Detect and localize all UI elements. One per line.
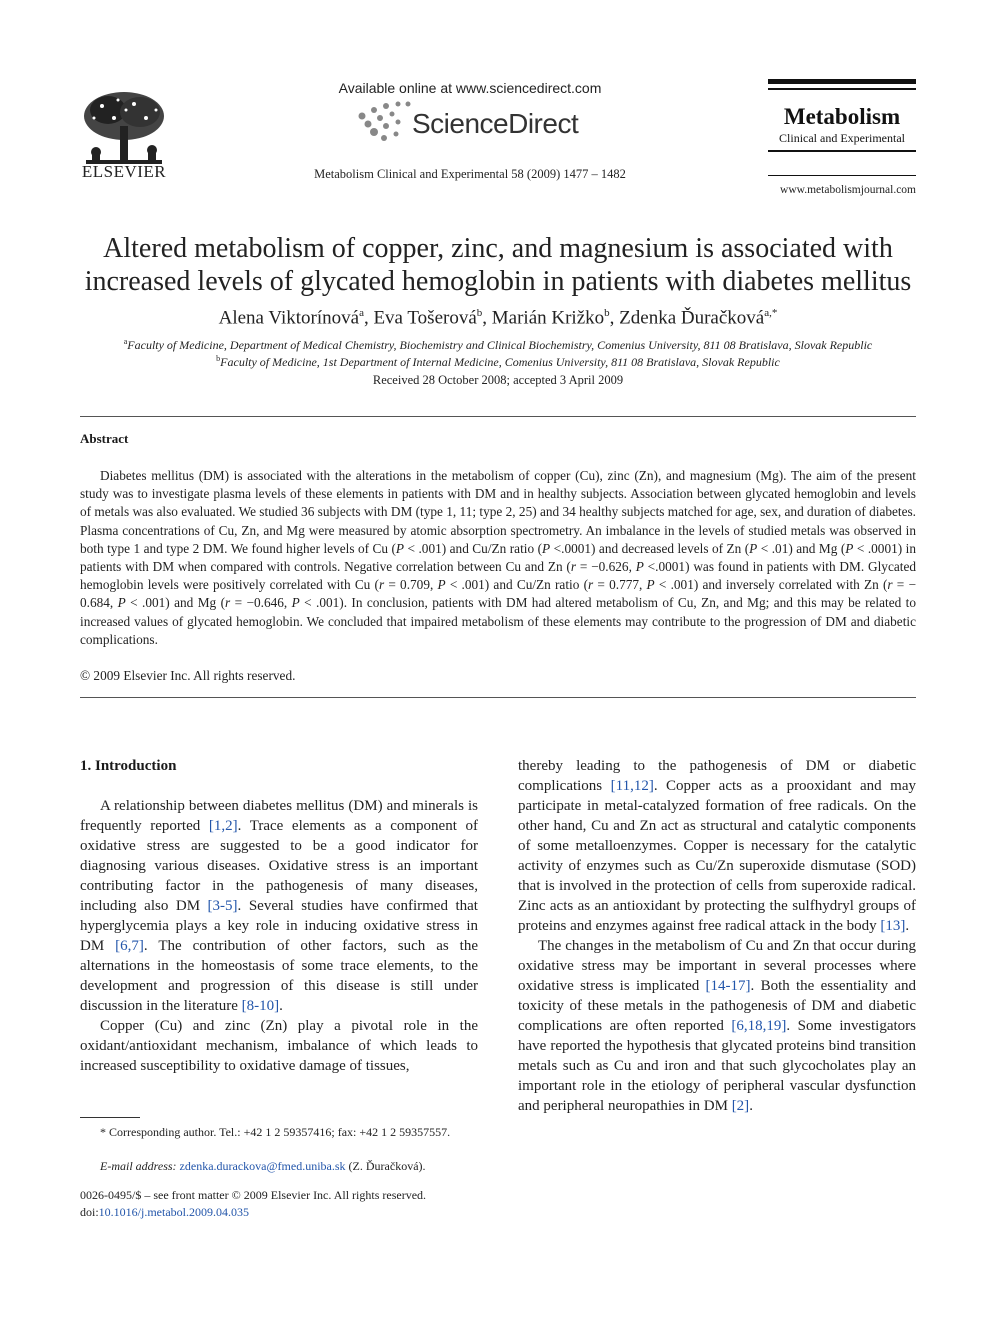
doi-link[interactable]: 10.1016/j.metabol.2009.04.035 xyxy=(98,1205,249,1219)
text-run: . xyxy=(279,998,283,1014)
masthead-rule xyxy=(768,175,916,176)
elsevier-wordmark: ELSEVIER xyxy=(81,162,167,181)
italic-symbol: P xyxy=(542,540,551,556)
abstract-copyright: © 2009 Elsevier Inc. All rights reserved. xyxy=(80,668,296,683)
author-separator: , xyxy=(363,307,374,329)
affil-mark: a xyxy=(123,337,128,346)
text-run: . Copper acts as a prooxidant and may participate in metal-catalyzed formation of free radicals. On the other hand, Cu and Zn act as structural and catalytic components of some metalloenzymes. Copper is necessary for the catalytic activity of enzymes such as Cu/Zn superoxide dismutase (SOD) that is involved in the protection of cells from superoxide radical. Zinc acts as an antioxidant by protecting the sulfhydryl groups of proteins and enzymes against free radical attack in the body xyxy=(518,778,916,934)
author-affil-mark: b xyxy=(476,307,483,319)
paragraph xyxy=(80,1016,478,1076)
text-run: <.0001) was found in patients with DM. Glycated hemoglobin levels were positively correlated with Cu ( xyxy=(80,559,916,593)
article-title xyxy=(60,232,936,298)
author-name: Zdenka Ďuračková xyxy=(619,307,765,329)
text-run: < .001) and inversely correlated with Zn ( xyxy=(654,577,888,593)
author-name: Alena Viktorínová xyxy=(218,307,360,329)
italic-symbol: P xyxy=(845,540,854,556)
affil-mark: b xyxy=(216,354,221,363)
italic-symbol: r xyxy=(378,577,385,593)
text-run: < .001) and Cu/Zn ratio ( xyxy=(445,577,589,593)
left-column xyxy=(80,796,478,1076)
text-run: < .001) and Cu/Zn ratio ( xyxy=(404,540,543,556)
citation-link[interactable]: [8-10] xyxy=(241,998,280,1014)
divider xyxy=(80,416,916,417)
title-line: Altered metabolism of copper, zinc, and magnesium is associated with xyxy=(103,233,893,264)
author-list xyxy=(60,307,936,329)
text-run: = −0.626, xyxy=(576,559,636,575)
sciencedirect-wordmark: ScienceDirect xyxy=(412,108,579,139)
text-run: = −0.646, xyxy=(230,595,292,611)
italic-symbol: P xyxy=(437,577,446,593)
email-label: E-mail address: xyxy=(100,1159,177,1173)
available-online-text: Available online at www.sciencedirect.com xyxy=(338,80,602,96)
author-separator: , xyxy=(482,307,492,329)
email-suffix: (Z. Ďuračková). xyxy=(345,1159,426,1173)
author-separator: , xyxy=(609,307,620,329)
title-line: increased levels of glycated hemoglobin in patients with diabetes mellitus xyxy=(84,266,912,297)
doi-line xyxy=(80,1204,500,1221)
masthead-rule xyxy=(768,150,916,152)
author-affil-mark: a xyxy=(359,307,364,319)
paragraph xyxy=(518,756,916,936)
author-affil-mark: a,* xyxy=(764,307,778,319)
text-run: = − 0.684, xyxy=(80,577,916,611)
footnote-rule xyxy=(80,1117,140,1118)
masthead-rule xyxy=(768,88,916,90)
journal-title: Metabolism xyxy=(783,104,901,129)
affiliation-b xyxy=(60,354,936,370)
author-name: Marián Križko xyxy=(491,307,605,329)
journal-subtitle: Clinical and Experimental xyxy=(779,131,905,145)
italic-symbol: r xyxy=(887,577,893,593)
italic-symbol: P xyxy=(635,559,644,575)
text-run: Copper (Cu) and zinc (Zn) play a pivotal role in the oxidant/antioxidant mechanism, imbalance of which leads to increased susceptibility to oxidative damage of tissues, xyxy=(80,1018,478,1074)
citation-link[interactable]: [6,7] xyxy=(115,938,144,954)
issn-block xyxy=(80,1187,500,1221)
italic-symbol: r xyxy=(225,595,231,611)
affiliation-a xyxy=(60,337,936,353)
text-run: . xyxy=(749,1098,753,1114)
right-column xyxy=(518,756,916,1116)
text-run: . Some investigators have reported the hypothesis that glycated proteins bind transition metals such as Cu and iron and that such glycocholates play an important role in the etiology of peripheral vascular dysfunction and peripheral neuropathies in DM xyxy=(518,1018,916,1114)
citation-link[interactable]: [2] xyxy=(731,1098,750,1114)
text-run: The changes in the metabolism of Cu and Zn that occur during oxidative stress may be important in several processes where oxidative stress is implicated xyxy=(518,938,916,994)
abstract-body xyxy=(80,467,916,649)
text-run: . Trace elements as a component of oxidative stress are suggested to be a good indicator for diagnosing various diseases. Oxidative stress is an important contributing factor in the pathogenesis of many diseases, including also DM xyxy=(80,818,478,914)
text-run: < .001) and Mg ( xyxy=(125,595,226,611)
affil-text: Faculty of Medicine, Department of Medical Chemistry, Biochemistry and Clinical Biochemistry, Comenius University, 811 08 Bratislava, Slovak Republic xyxy=(127,338,873,352)
text-run: . xyxy=(905,918,910,934)
text-run: < .0001) in patients with DM when compared with controls. Negative correlation between Cu and Zn ( xyxy=(80,540,916,575)
citation-link[interactable]: [13] xyxy=(880,918,906,934)
citation-link[interactable]: [14-17] xyxy=(705,978,751,994)
citation-link[interactable]: [3-5] xyxy=(207,898,238,914)
text-run: thereby leading to the pathogenesis of DM or diabetic complications xyxy=(518,758,916,794)
received-dates: Received 28 October 2008; accepted 3 April 2009 xyxy=(372,373,624,387)
issn-line: 0026-0495/$ – see front matter © 2009 Elsevier Inc. All rights reserved. xyxy=(80,1188,427,1202)
paragraph xyxy=(80,796,478,1016)
italic-symbol: P xyxy=(749,540,758,556)
paragraph xyxy=(518,936,916,1116)
italic-symbol: r xyxy=(588,577,594,593)
doi-label: doi: xyxy=(80,1205,99,1219)
author-affil-mark: b xyxy=(604,307,610,319)
journal-citation: Metabolism Clinical and Experimental 58 (2009) 1477 – 1482 xyxy=(314,167,626,181)
affil-text: Faculty of Medicine, 1st Department of Internal Medicine, Comenius University, 811 08 Bratislava, Slovak Republic xyxy=(220,355,780,369)
citation-link[interactable]: [6,18,19] xyxy=(731,1018,787,1034)
text-run: . Both the essentiality and toxicity of these metals in the pathogenesis of DM and diabetic complications are often reported xyxy=(518,978,917,1034)
text-run: . Several studies have confirmed that hyperglycemia plays a key role in inducing oxidative stress in DM xyxy=(80,898,478,954)
text-run: . The contribution of other factors, such as the alternations in the homeostasis of some trace elements, to the development and progression of this disease is still under discussion in the literature xyxy=(80,938,478,1014)
text-run: < .001). In conclusion, patients with DM had altered metabolism of Cu, Zn, and Mg; and this may be related to increased values of glycated hemoglobin. We concluded that impaired metabolism of these elements may contribute to the progression of DM and diabetic complications. xyxy=(80,595,916,647)
author-name: Eva Tošerová xyxy=(373,307,477,329)
italic-symbol: r xyxy=(570,559,577,575)
text-run: = 0.709, xyxy=(384,577,438,593)
text-run: = 0.777, xyxy=(593,577,647,593)
corresponding-author-note: * Corresponding author. Tel.: +42 1 2 59357416; fax: +42 1 2 59357557. xyxy=(100,1125,451,1139)
citation-link[interactable]: [1,2] xyxy=(208,818,238,834)
email-link[interactable]: zdenka.durackova@fmed.uniba.sk xyxy=(179,1159,346,1173)
section-heading: 1. Introduction xyxy=(80,758,177,774)
masthead-rule xyxy=(768,79,916,84)
abstract-heading: Abstract xyxy=(80,431,129,446)
italic-symbol: P xyxy=(291,595,300,611)
italic-symbol: P xyxy=(395,540,405,556)
italic-symbol: P xyxy=(117,595,126,611)
email-note xyxy=(80,1158,478,1174)
italic-symbol: P xyxy=(646,577,655,593)
citation-link[interactable]: [11,12] xyxy=(610,778,654,794)
text-run: Diabetes mellitus (DM) is associated with the alterations in the metabolism of copper (Cu), zinc (Zn), and magnesium (Mg). The aim of the present study was to investigate plasma levels of these elements in patients with DM and in healthy subjects. Association between glycated hemoglobin and levels of metals was also evaluated. We studied 36 subjects with DM (type 1, 11; type 2, 25) and 34 healthy subjects matched for age, sex, and duration of diabetes. Plasma concentrations of Cu, Zn, and Mg were measured by atomic absorption spectrometry. An imbalance in the levels of studied metals was observed in both type 1 and type 2 DM. We found higher levels of Cu ( xyxy=(80,468,916,556)
text-run: < .01) and Mg ( xyxy=(757,540,846,556)
divider xyxy=(80,697,916,698)
text-run: <.0001) and decreased levels of Zn ( xyxy=(550,540,750,556)
journal-url[interactable]: www.metabolismjournal.com xyxy=(780,184,916,196)
text-run: A relationship between diabetes mellitus (DM) and minerals is frequently reported xyxy=(80,798,478,834)
